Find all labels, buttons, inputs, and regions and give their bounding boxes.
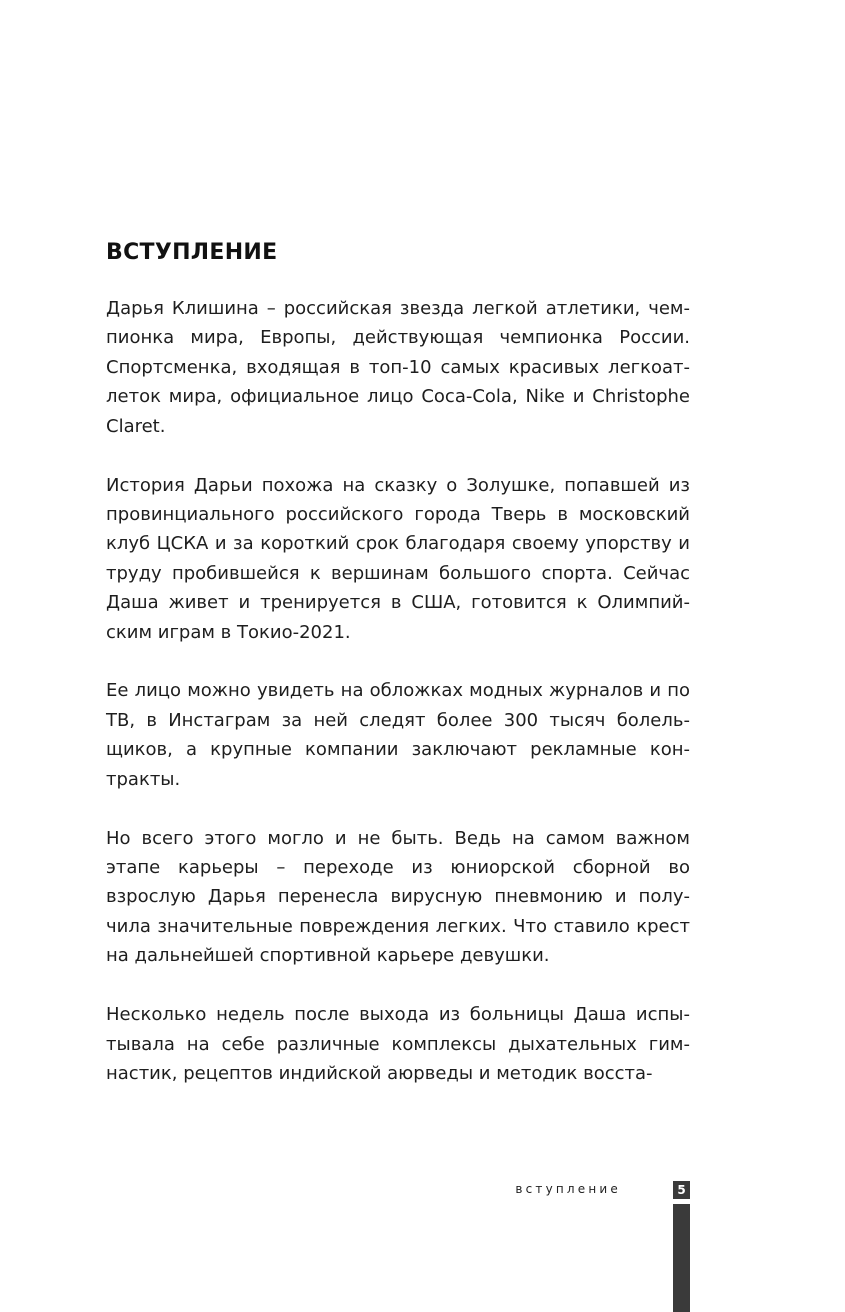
body-text [106,294,690,1118]
paragraph-3: Ее лицо можно увидеть на обложках модных журналов и по ТВ, в Инстаграм за ней следят более 300 тысяч болельщиков, а крупные компании заключают рекламные контракты. [106,680,690,790]
paragraph-4: Но всего этого могло и не быть. Ведь на самом важном этапе карьеры – переходе из юниорской сборной во взрослую Дарья перенесла вирусную пневмонию и получила значительные повреждения легких. Что ставило крест на дальнейшей спортивной карьере девушки. [106,827,690,967]
paragraph-5: Несколько недель после выхода из больницы Даша испытывала на себе различные комплексы дыхательных гимнастик, рецептов индийской аюрведы и методик восста- [106,1004,690,1084]
paragraph-1: Дарья Клишина – российская звезда легкой атлетики, чемпионка мира, Европы, действующая чемпионка России. Спортсменка, входящая в топ-10 самых красивых легкоатлеток мира, официальное лицо Coca-Cola, Nike и Christophe Claret. [106,298,690,437]
paragraph-2: История Дарьи похожа на сказку о Золушке, попавшей из провинциального российского города Тверь в московский клуб ЦСКА и за короткий срок благодаря своему упорству и труду пробившейся к вершинам большого спорта. Сейчас Даша живет и тренируется в США, готовится к Олимпийским играм в Токио-2021. [106,474,690,643]
chapter-heading: ВСТУПЛЕНИЕ [106,240,278,265]
chapter-edge-tab [673,1204,690,1312]
page-number: 5 [673,1181,690,1199]
running-footer-section: вступление [515,1182,621,1196]
